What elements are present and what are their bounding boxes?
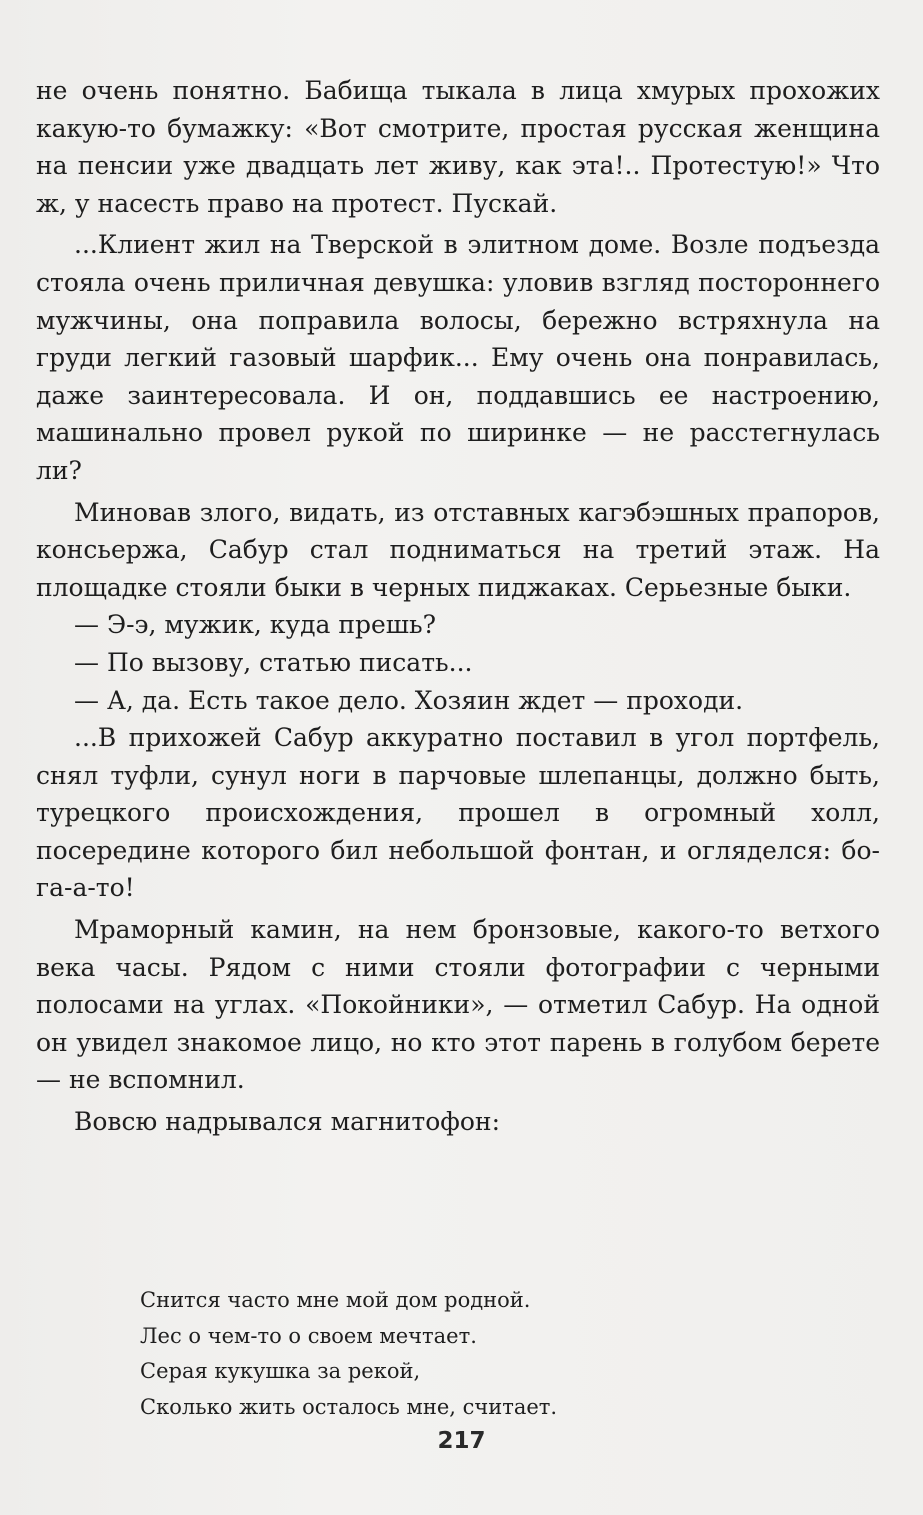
paragraph-concierge: Миновав злого, видать, из отставных кагэбэшных прапоров, консьержа, Сабур стал подниматься на третий этаж. На площадке стояли быки в черных пиджаках. Серьезные быки. <box>36 497 880 602</box>
paragraph-tape-recorder: Вовсю надрывался магнитофон: <box>74 1107 501 1137</box>
verse-line: Сколько жить осталось мне, считает. <box>140 1394 558 1419</box>
verse-line: Снится часто мне мой дом родной. <box>140 1288 531 1312</box>
song-verse <box>140 1283 557 1425</box>
paragraph-hallway: ...В прихожей Сабур аккуратно поставил в угол портфель, снял туфли, сунул ноги в парчовые шлепанцы, должно быть, турецкого происхождения, прошел в огромный холл, посередине которого бил небольшой фонтан, и огляделся: бо-га-а-то! <box>36 723 880 903</box>
verse-line: Серая кукушка за рекой, <box>140 1359 421 1383</box>
dialogue-line-3: — А, да. Есть такое дело. Хозяин ждет — проходи. <box>74 685 744 715</box>
dialogue-line-1: — Э-э, мужик, куда прешь? <box>74 610 437 640</box>
dialogue-line-2: — По вызову, статью писать... <box>74 647 473 677</box>
body-text <box>36 72 880 1141</box>
page-number: 217 <box>437 1428 486 1454</box>
paragraph-continuation: не очень понятно. Бабища тыкала в лица хмурых прохожих какую-то бумажку: «Вот смотрите, простая русская женщина на пенсии уже двадцать лет живу, как эта!.. Протестую!» Что ж, у насесть право на протест. Пускай. <box>36 76 880 218</box>
verse-line: Лес о чем-то о своем мечтает. <box>140 1323 477 1348</box>
paragraph-fireplace: Мраморный камин, на нем бронзовые, какого-то ветхого века часы. Рядом с ними стояли фотографии с черными полосами на углах. «Покойники», — отметил Сабур. На одной он увидел знакомое лицо, но кто этот парень в голубом берете — не вспомнил. <box>36 915 880 1095</box>
paragraph-client: ...Клиент жил на Тверской в элитном доме. Возле подъезда стояла очень приличная девушка: уловив взгляд постороннего мужчины, она поправила волосы, бережно встряхнула на груди легкий газовый шарфик... Ему очень она понравилась, даже заинтересовала. И он, поддавшись ее настроению, машинально провел рукой по ширинке — не расстегнулась ли? <box>36 230 880 485</box>
